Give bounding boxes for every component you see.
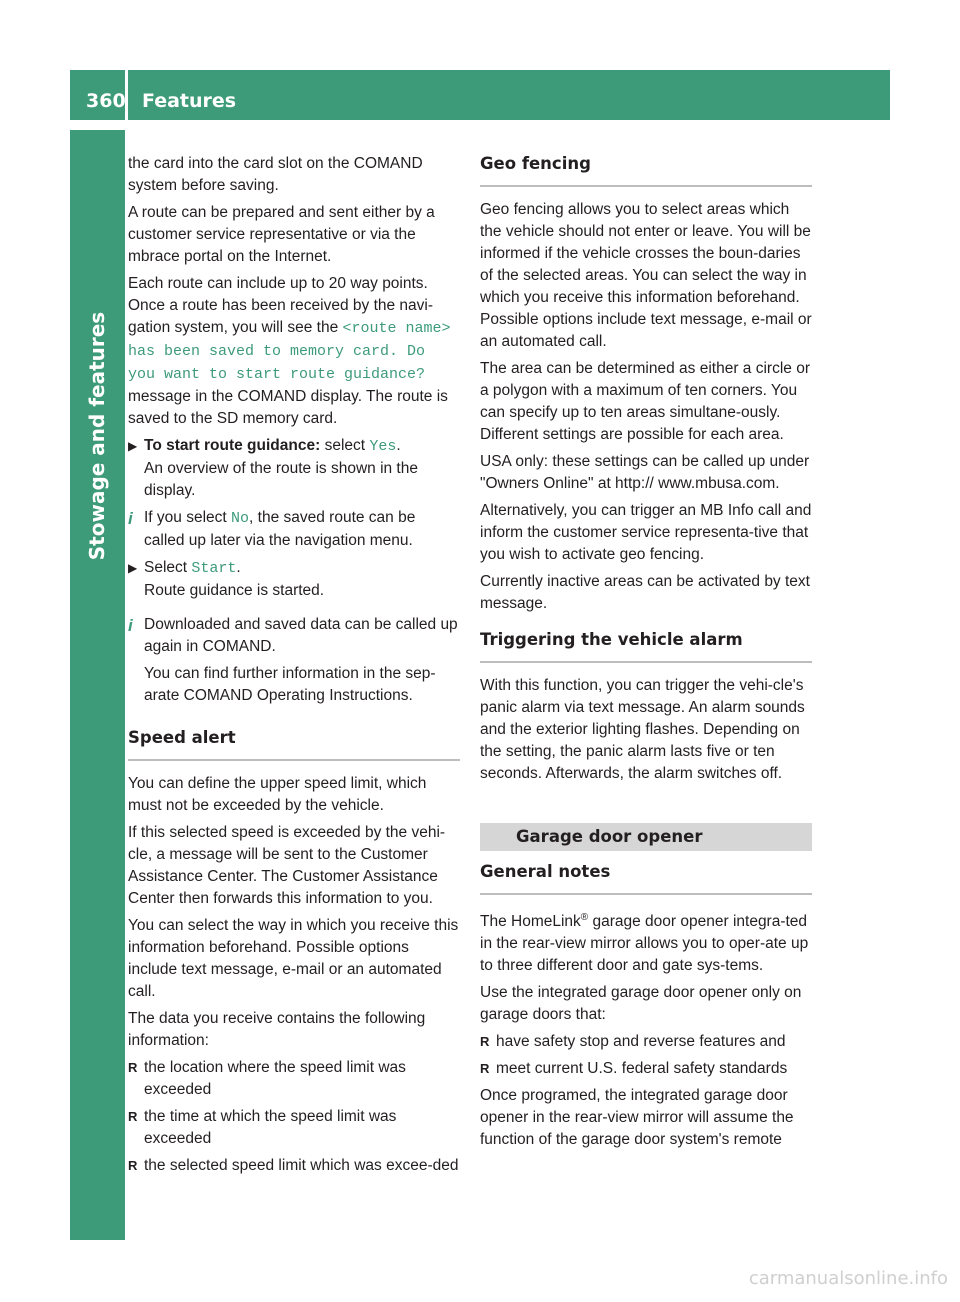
speed-alert-heading: Speed alert — [128, 727, 460, 761]
paragraph: With this function, you can trigger the vehi-cle's panic alarm via text message. An alarm sounds and the exterior lighting flashes. Depending on the setting, the panic alarm lasts five or ten seconds. Afterwards, the alarm switches off. — [480, 677, 805, 782]
sidebar-tab — [70, 130, 125, 1240]
info-note: i Downloaded and saved data can be called up again in COMAND. You can find further information in the sep-arate COMAND Operating Instructions. — [128, 616, 458, 704]
header-bar — [128, 70, 890, 120]
vehicle-alarm-heading: Triggering the vehicle alarm — [480, 629, 812, 663]
list-item: R have safety stop and reverse features and — [480, 1031, 812, 1053]
bullet-icon: R — [128, 1158, 138, 1173]
paragraph: Use the integrated garage door opener only on garage doors that: — [480, 984, 802, 1024]
section-title: Features — [142, 90, 237, 112]
paragraph: You can select the way in which you receive this information beforehand. Possible options include text message, e-mail or an automated call. — [128, 917, 459, 1000]
right-column — [480, 153, 812, 1156]
list-item: R the location where the speed limit was exceeded — [128, 1059, 406, 1098]
info-icon: i — [128, 509, 133, 528]
paragraph: Once programed, the integrated garage door opener in the rear-view mirror will assume the function of the garage door system's remote — [480, 1087, 794, 1149]
paragraph: Currently inactive areas can be activated by text message. — [480, 573, 810, 612]
step-arrow-icon: ▶ — [128, 561, 138, 575]
display-message: <route name> has been saved to memory card. Do you want to start route guidance? — [128, 320, 451, 383]
info-note: i If you select No, the saved route can be called up later via the navigation menu. — [128, 509, 416, 549]
paragraph: Geo fencing allows you to select areas which the vehicle should not enter or leave. You will be informed if the vehicle crosses the boun-daries of the selected areas. You can select the way in which you receive this information beforehand. Possible options include text message, e-mail or an automated call. — [480, 201, 812, 350]
bullet-icon: R — [480, 1061, 490, 1077]
bullet-icon: R — [128, 1109, 138, 1124]
geo-fencing-heading: Geo fencing — [480, 153, 812, 187]
instruction-step: ▶ To start route guidance: select Yes. An overview of the route is shown in the display. — [128, 437, 418, 499]
bullet-icon: R — [480, 1034, 490, 1050]
paragraph: USA only: these settings can be called up under "Owners Online" at http:// www.mbusa.com. — [480, 453, 810, 492]
paragraph: The HomeLink® garage door opener integra-ted in the rear-view mirror allows you to oper-ate up to three different door and gate sys-tems. — [480, 912, 809, 975]
list-item: R the selected speed limit which was excee-ded — [128, 1155, 460, 1177]
bullet-icon: R — [128, 1060, 138, 1075]
list-item: R meet current U.S. federal safety standards — [480, 1058, 812, 1080]
info-icon: i — [128, 616, 133, 635]
paragraph: The area can be determined as either a circle or a polygon with a maximum of ten corners. You can specify up to ten areas simultane-ously. Different settings are possible for each area. — [480, 360, 810, 443]
paragraph: Each route can include up to 20 way points. Once a route has been received by the navi-gation system, you will see the <route name> has been saved to memory card. Do you want to start route guidance? message in the COMAND display. The route is saved to the SD memory card. — [128, 275, 451, 427]
step-arrow-icon: ▶ — [128, 439, 138, 453]
paragraph: The data you receive contains the following information: — [128, 1010, 426, 1049]
garage-door-opener-heading: Garage door opener — [480, 823, 812, 851]
page-number: 360 — [86, 90, 126, 112]
list-item: R the time at which the speed limit was exceeded — [128, 1108, 397, 1147]
paragraph: Alternatively, you can trigger an MB Info call and inform the customer service representa-tive that you wish to activate geo fencing. — [480, 502, 812, 563]
instruction-step: ▶ Select Start. Route guidance is started. — [128, 559, 325, 599]
sidebar-label: Stowage and features — [85, 311, 109, 561]
paragraph: If this selected speed is exceeded by the vehi-cle, a message will be sent to the Customer Assistance Center. The Customer Assistance Center then forwards this information to you. — [128, 824, 446, 907]
watermark: carmanualsonline.info — [748, 1268, 948, 1289]
left-column — [128, 153, 460, 1182]
paragraph: You can define the upper speed limit, which must not be exceeded by the vehicle. — [128, 775, 427, 814]
paragraph: A route can be prepared and sent either by a customer service representative or via the mbrace portal on the Internet. — [128, 204, 435, 265]
paragraph: the card into the card slot on the COMAND system before saving. — [128, 155, 423, 194]
general-notes-heading: General notes — [480, 861, 812, 895]
